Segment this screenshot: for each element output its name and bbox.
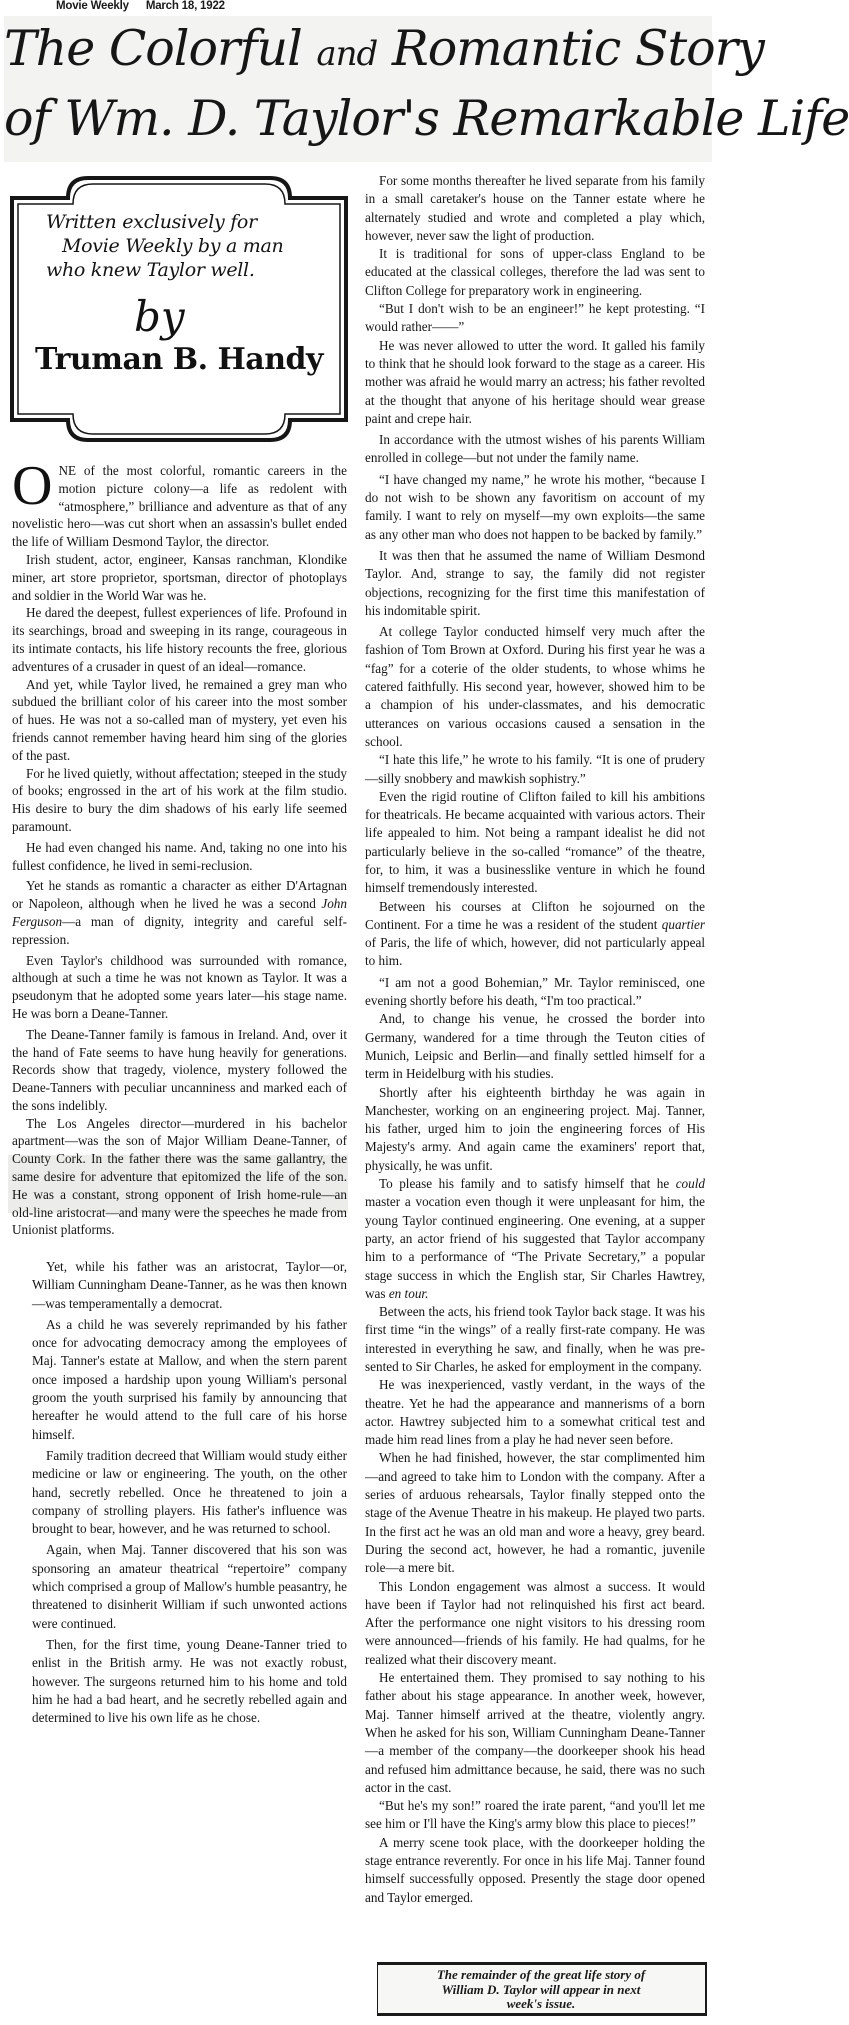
- article-paragraph: Shortly after his eighteenth birthday he was again in Manchester, working on an engineering project. Maj. Tanner, his father, urged him to join the engineering forces of His Majesty's army. And again came the examiners' report that, physically, he was unfit.: [365, 1084, 705, 1173]
- article-paragraph: Then, for the first time, young Deane-Tanner tried to enlist in the British army. He was not exactly robust, however. The surgeons returned him to his home and told him he had a bad heart, and he secretly rebelled again and determined to live his own life as he chose.: [32, 1636, 347, 1726]
- article-paragraph: Irish student, actor, engineer, Kansas ranchman, Klondike miner, art store proprietor, sportsman, director of photoplays and soldier in the World War was he.: [12, 551, 347, 603]
- headline-part: and: [316, 34, 378, 74]
- article-paragraph: In accordance with the utmost wishes of his parents William enrolled in college—but not under the family name.: [365, 432, 705, 466]
- article-paragraph: Between the acts, his friend took Taylor back stage. It was his first time “in the wings” of a really first-rate company. He was interested in everything he saw, and finally, when he was presented to Sir Charles, he asked for employment in the company.: [365, 1304, 705, 1374]
- article-paragraph: It is traditional for sons of upper-class England to be educated at the classical colleges, therefore the lad was sent to Clifton College for preparatory work in engineering.: [365, 246, 705, 298]
- article-paragraph: [12, 877, 347, 948]
- article-paragraph: For he lived quietly, without affectation; steeped in the study of books; engrossed in the art of his work at the film studio. His desire to bury the dim shadows of his early life seemed paramount.: [12, 765, 347, 834]
- notice-line: The remainder of the great life story of: [436, 1967, 646, 1982]
- article-paragraph: [365, 898, 705, 971]
- publication-date: March 18, 1922: [145, 0, 225, 12]
- paragraph-text: master a vocation even though it were unpleasant for him, the young Taylor continued engineering. One evening, at a supper party, an actor friend of his suggested that Taylor accompany him to a performance of “The Private Secretary,” a popular stage success in which the English star, Sir Charles Hawtrey, was: [365, 1194, 705, 1301]
- article-paragraph: He dared the deepest, fullest experiences of life. Profound in its searchings, broad and sweeping in its range, courageous in its intimate contacts, his life history recounts the free, glorious adventures of a crusader in quest of an ideal—romance.: [12, 605, 347, 674]
- byline-by: by: [134, 292, 185, 341]
- byline-tagline: [46, 210, 306, 282]
- paragraph-text: —a man of dignity, integrity and careful self-repression.: [12, 913, 347, 947]
- article-paragraph: “I have changed my name,” he wrote his mother, “because I do not wish to be shown any favoritism on account of my family. I want to rely on myself—my own exploits—the same as any other man who does not happen to be backed by family.”: [365, 471, 705, 542]
- headline-part: Romantic Story: [391, 20, 764, 77]
- byline-line: who knew Taylor well.: [46, 259, 255, 281]
- article-paragraph: Even Taylor's childhood was surrounded with romance, although at such a time he was not known as Taylor. It was a pseudonym that he adopted some years later—his stage name. He was born a Deane-Tanner.: [12, 952, 347, 1021]
- continued-notice: [388, 1968, 694, 2012]
- paragraph-text: To please his family and to satisfy himself that he: [379, 1176, 676, 1192]
- drop-cap: O: [12, 455, 53, 517]
- article-paragraph: [12, 455, 347, 551]
- byline-author: Truman B. Handy: [35, 342, 323, 377]
- left-column: [12, 455, 347, 1239]
- continued-notice-box: [377, 1962, 707, 2016]
- article-paragraph: A merry scene took place, with the doorkeeper holding the stage entrance reverently. For once in his life Maj. Tanner found himself successfully opposed. Presently the stage door opened and Taylor emerged.: [365, 1834, 705, 1905]
- article-paragraph: [365, 1175, 705, 1303]
- notice-line: week's issue.: [506, 1996, 576, 2011]
- right-column: [365, 172, 705, 1907]
- article-paragraph: The Deane-Tanner family is famous in Ireland. And, over it the hand of Fate seems to have hung heavily for generations. Records show that tragedy, violence, mystery followed the Deane-Tanners with peculiar uncanniness and marked each of the sons indelibly.: [12, 1026, 347, 1113]
- headline: [4, 16, 849, 162]
- byline-line: Written exclusively for: [46, 211, 257, 233]
- article-paragraph: “But I don't wish to be an engineer!” he kept protesting. “I would rather——”: [365, 301, 705, 335]
- masthead: [56, 0, 225, 12]
- article-paragraph: Yet, while his father was an aristocrat, Taylor—or, William Cunningham Deane-Tanner, as he was then known—was temperamentally a democrat.: [32, 1259, 347, 1311]
- italic-word: en tour.: [388, 1285, 429, 1301]
- italic-title: John Ferguson: [12, 896, 347, 929]
- article-paragraph: He had even changed his name. And, taking no one into his fullest confidence, he lived in semi-reclusion.: [12, 839, 347, 873]
- italic-word: quartier: [661, 916, 705, 932]
- paragraph-text: NE of the most colorful, romantic careers in the motion picture colony—a life as redolent with “atmosphere,” brilliance and adventure as that of any novelistic hero—was cut short when an assassin's bullet ended the life of William Desmond Taylor, the director.: [12, 463, 347, 550]
- left-column-indented: [32, 1258, 347, 1727]
- article-paragraph: When he had finished, however, the star complimented him—and agreed to take him to London with the company. After a series of arduous rehearsals, Taylor finally stepped onto the stage of the Avenue Theatre in his makeup. He played two parts. In the first act he was an old man and wore a heavy, grey beard. During the second act, however, he had a romantic, juvenile role—a mere bit.: [365, 1450, 705, 1576]
- paragraph-text: Between his courses at Clifton he sojourned on the Continent. For a time he was a resident of the student: [365, 898, 705, 932]
- byline-box: [6, 174, 352, 444]
- article-paragraph: It was then that he assumed the name of William Desmond Taylor. And, strange to say, the family did not register objections, recognizing for the first time this manifestation of his indomitable spirit.: [365, 547, 705, 618]
- article-paragraph: And yet, while Taylor lived, he remained a grey man who subdued the brilliant color of his career into the most somber of hues. He was not a so-called man of mystery, yet even his friends cannot remember having heard him sing of the glories of the past.: [12, 676, 347, 763]
- article-paragraph: The Los Angeles director—murdered in his bachelor apartment—was the son of Major William Deane-Tanner, of County Cork. In the father there was the same gallantry, the same desire for adventure that epitomized the life of the son. He was a constant, strong opponent of Irish home-rule—an old-line aristocrat—and many were the speeches he made from Unionist platforms.: [12, 1115, 347, 1238]
- article-paragraph: He was inexperienced, vastly verdant, in the ways of the theatre. Yet he had the appearance and mannerisms of a born actor. Hawtrey subjected him to a somewhat critical test and made him read lines from a play he had never seen before.: [365, 1377, 705, 1448]
- article-paragraph: Again, when Maj. Tanner discovered that his son was sponsoring an amateur theatrical “repertoire” company which comprised a group of Mallow's humble peasantry, he threatened to disinherit William if such unwonted actions were continued.: [32, 1542, 347, 1631]
- article-paragraph: This London engagement was almost a success. It would have been if Taylor had not relinquished his first act beard. After the performance one night visitors to his dressing room were announced—friends of his family. He had qualms, for he realized what their discovery meant.: [365, 1578, 705, 1667]
- byline-line: Movie Weekly by a man: [62, 235, 284, 257]
- article-paragraph: He was never allowed to utter the word. It galled his family to think that he should look forward to the stage as a career. His mother was afraid he would marry an actress; his father revolted at the thought that anyone of his heritage should wear grease paint and crepe hair.: [365, 337, 705, 426]
- article-paragraph: “I hate this life,” he wrote to his family. “It is one of prudery—silly snobbery and mawkish sophistry.”: [365, 752, 705, 786]
- article-paragraph: Family tradition decreed that William would study either medicine or law or engineering. The youth, on the other hand, secretly rebelled. Once he threatened to join a company of strolling players. His father's influence was brought to bear, however, and he was returned to school.: [32, 1447, 347, 1537]
- article-paragraph: At college Taylor conducted himself very much after the fashion of Tom Brown at Oxford. During his first year he was a “fag” for a coterie of the older students, to whose whims he catered faithfully. His second year, however, showed him to be a champion of his under-classmates, and his democratic utterances on various occasions caused a sensation in the school.: [365, 624, 705, 749]
- article-paragraph: For some months thereafter he lived separate from his family in a small caretaker's house on the Tanner estate where he alternately studied and wrote and completed a play which, however, never saw the light of production.: [365, 173, 705, 243]
- paragraph-text: of Paris, the life of which, however, did not particularly appeal to him.: [365, 935, 705, 969]
- publication-name: Movie Weekly: [56, 0, 129, 12]
- article-paragraph: Even the rigid routine of Clifton failed to kill his ambitions for theatricals. He became acquainted with various actors. Their life appealed to him. Not being a rampant idealist he did not particularly believe in the so-called “romance” of the theatre, for, to him, it was a businesslike venture in which he found himself tremendously interested.: [365, 788, 705, 896]
- headline-part: The Colorful: [4, 20, 302, 77]
- article-paragraph: He entertained them. They promised to say nothing to his father about his stage appearance. In another week, however, Maj. Tanner himself arrived at the theatre, violently angry. When he asked for his son, William Cunningham Deane-Tanner—a member of the company—the doorkeeper shook his head and refused him admittance because, he said, there was no such actor in the cast.: [365, 1670, 705, 1795]
- article-paragraph: And, to change his venue, he crossed the border into Germany, wandered for a time through the Teuton cities of Munich, Leipsic and Berlin—and finally settled himself for a term in Heidelburg with his studies.: [365, 1011, 705, 1082]
- headline-line-1: [4, 20, 764, 77]
- paragraph-text: Yet he stands as romantic a character as either D'Artagnan or Napoleon, although when he lived he was a second: [12, 878, 347, 912]
- article-paragraph: “I am not a good Bohemian,” Mr. Taylor reminisced, one evening shortly before his death, “I'm too practical.”: [365, 974, 705, 1009]
- notice-line: William D. Taylor will appear in next: [441, 1981, 641, 1997]
- headline-line-2: of Wm. D. Taylor's Remarkable Life: [4, 90, 849, 147]
- article-paragraph: “But he's my son!” roared the irate parent, “and you'll let me see him or I'll have the King's army blow this place to pieces!”: [365, 1798, 705, 1832]
- article-paragraph: As a child he was severely reprimanded by his father once for advocating democracy among the employees of Maj. Tanner's estate at Mallow, and when the stern parent once imposed a hardship upon young William's personal groom the youth surprised his family by announcing that hereafter he would attend to the full care of his horse himself.: [32, 1316, 347, 1442]
- italic-word: could: [675, 1176, 705, 1192]
